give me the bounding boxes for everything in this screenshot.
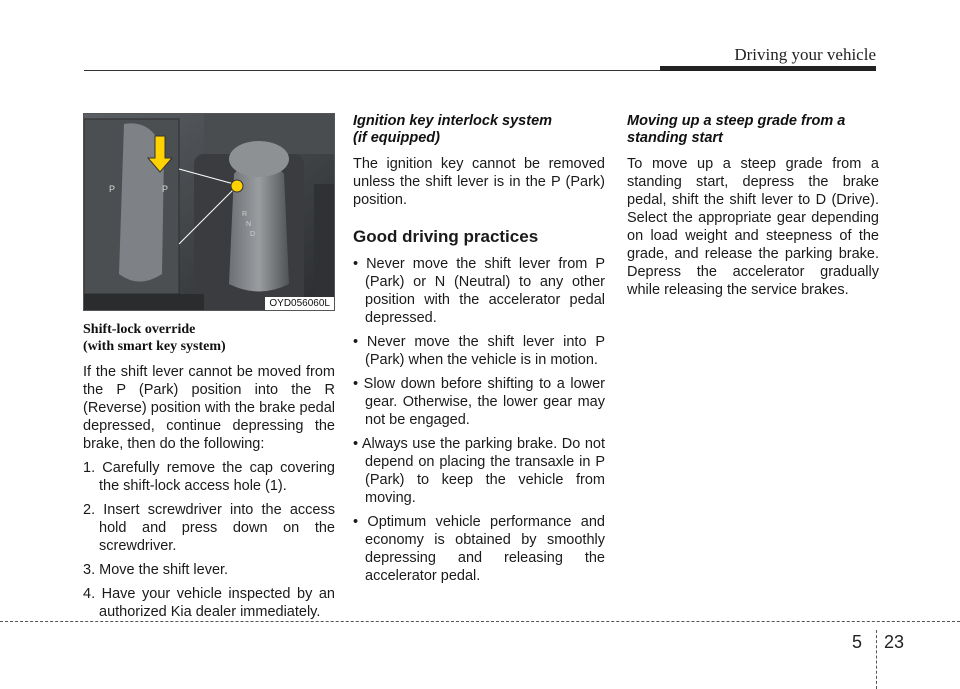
shift-lever-illustration bbox=[84, 114, 334, 310]
svg-text:D: D bbox=[250, 231, 256, 238]
step-item: 2. Insert screwdriver into the access hold and press down on the screwdriver. bbox=[83, 502, 335, 554]
chapter-number: 5 bbox=[852, 632, 863, 652]
photo-caption: OYD056060L bbox=[265, 297, 334, 310]
footer-rule bbox=[0, 621, 960, 622]
column-2 bbox=[353, 113, 605, 591]
step-item: 3. Move the shift lever. bbox=[83, 562, 229, 578]
step-item: 1. Carefully remove the cap covering the shift-lock access hole (1). bbox=[83, 460, 335, 494]
list-item: • Never move the shift lever from P (Park) or N (Neutral) to any other position with the accelerator pedal depressed. bbox=[353, 255, 605, 327]
list-item: • Slow down before shifting to a lower gear. Otherwise, the lower gear may not be engaged. bbox=[353, 375, 605, 429]
column-1 bbox=[83, 113, 335, 627]
interlock-heading-line1: Ignition key interlock system bbox=[353, 113, 553, 129]
shift-lever-photo bbox=[83, 113, 335, 311]
list-item: • Always use the parking brake. Do not depend on placing the transaxle in P (Park) to keep the vehicle from moving. bbox=[353, 435, 605, 507]
svg-text:P: P bbox=[109, 184, 116, 194]
header-rule-accent bbox=[660, 66, 876, 71]
list-item: • Never move the shift lever into P (Park) when the vehicle is in motion. bbox=[353, 333, 605, 369]
step-item: 4. Have your vehicle inspected by an authorized Kia dealer immediately. bbox=[83, 586, 335, 620]
page-number: 23 bbox=[884, 632, 905, 652]
steep-grade-heading bbox=[627, 113, 879, 147]
svg-text:R: R bbox=[242, 211, 248, 218]
column-3 bbox=[627, 113, 879, 305]
shift-lock-steps bbox=[83, 459, 335, 621]
shift-lock-intro: If the shift lever cannot be moved from the P (Park) position into the R (Reverse) position with the brake pedal depressed, continue depressing the brake, then do the following: bbox=[83, 364, 335, 452]
shift-lock-heading-line1: Shift-lock override bbox=[83, 322, 196, 337]
list-item: • Optimum vehicle performance and economy is obtained by smoothly depressing and releasing the accelerator pedal. bbox=[353, 513, 605, 585]
section-title: Driving your vehicle bbox=[734, 45, 876, 64]
shift-lock-heading bbox=[83, 321, 335, 355]
steep-grade-body: To move up a steep grade from a standing start, depress the brake pedal, shift the shift lever to D (Drive). Select the appropriate gear depending on load weight and steepness of the grade, and release the parking brake. Depress the accelerator gradually while releasing the service brakes. bbox=[627, 156, 879, 298]
footer-divider bbox=[876, 630, 878, 689]
steep-grade-heading-line1: Moving up a steep grade from a bbox=[627, 113, 846, 129]
interlock-heading-line2: (if equipped) bbox=[353, 130, 440, 146]
driving-practices-heading: Good driving practices bbox=[353, 227, 539, 246]
svg-text:P: P bbox=[162, 184, 169, 194]
svg-text:N: N bbox=[246, 221, 252, 228]
interlock-body: The ignition key cannot be removed unless the shift lever is in the P (Park) position. bbox=[353, 156, 605, 208]
driving-practices-list bbox=[353, 255, 605, 585]
shift-lock-heading-line2: (with smart key system) bbox=[83, 339, 226, 354]
interlock-heading bbox=[353, 113, 605, 147]
steep-grade-heading-line2: standing start bbox=[627, 130, 723, 146]
